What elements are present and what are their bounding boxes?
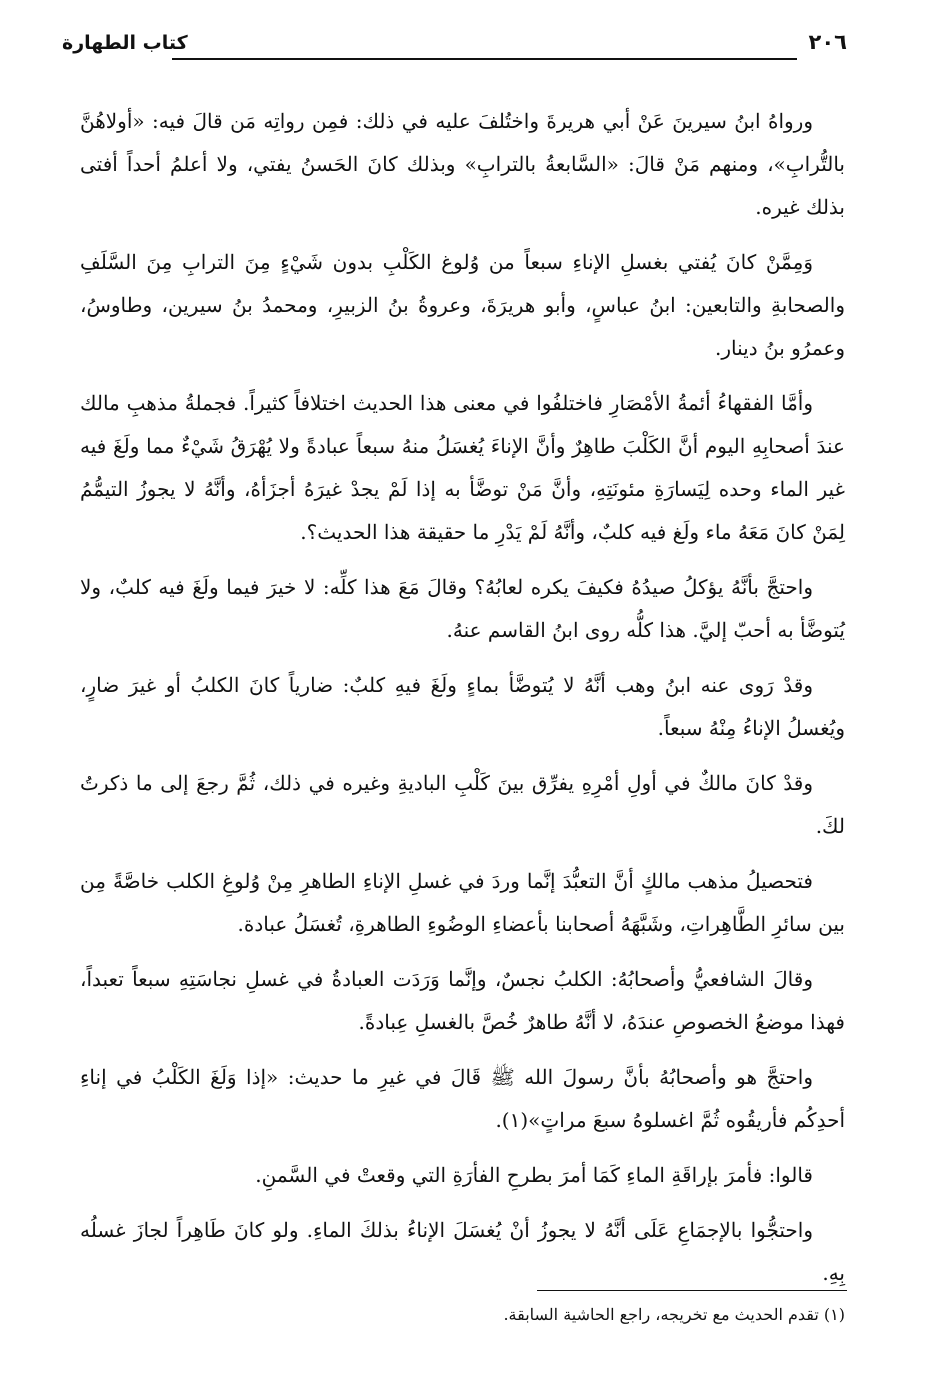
paragraph: فتحصيلُ مذهب مالكٍ أنَّ التعبُّدَ إنَّما وردَ في غسلِ الإناءِ الطاهرِ مِنْ وُلوغِ الكلب خاصَّةً مِن بين سائرِ الطَّاهِراتِ، وشَبَّهَهُ أصحابنا بأعضاءِ الوضُوءِ الطاهرةِ، تُغسَلُ عبادة.: [80, 869, 845, 936]
footnote: (١) تقدم الحديث مع تخريجه، راجع الحاشية السابقة.: [503, 1305, 845, 1324]
paragraph: وَمِمَّنْ كانَ يُفتي بغسلِ الإناءِ سبعاً من وُلوغ الكَلْبِ بدون شَيْءٍ مِنَ الترابِ مِنَ السَّلَفِ والصحابةِ والتابعين: ابنُ عباسٍ، وأبو هريرَةَ، وعروةُ بنُ الزبيرِ، ومحمدُ بنُ سيرين، وطاوسُ، وعمرُو بنُ دينار.: [80, 250, 845, 360]
paragraph: واحتجُّوا بالإجمَاعِ عَلَى أنَّهُ لا يجوزُ أنْ يُغسَلَ الإناءُ بذلكَ الماءِ. ولو كانَ طَاهِراً لجازَ غسلُه بِهِ.: [80, 1218, 845, 1285]
book-title: كتاب الطهارة: [62, 32, 188, 54]
page-number: ٢٠٦: [808, 30, 847, 54]
paragraph: واحتجَّ هو وأصحابُهُ بأنَّ رسولَ الله ﷺ قَالَ في غيرِ ما حديث: «إذا وَلَغَ الكَلْبُ في إناءِ أحدِكُم فأريقُوه ثُمَّ اغسلوهُ سبعَ مراتٍ»(١).: [80, 1065, 845, 1132]
paragraph: وقدْ رَوى عنه ابنُ وهب أنَّهُ لا يُتوضَّأ بماءٍ ولَغَ فيهِ كلبٌ: ضارياً كانَ الكلبُ أو غيرَ ضارٍ، ويُغسلُ الإناءُ مِنْهُ سبعاً.: [80, 673, 845, 740]
main-text: [80, 100, 845, 1307]
paragraph: قالوا: فأمرَ بإراقَةِ الماءِ كَمَا أمرَ بطرحِ الفأرَةِ التي وقعتْ في السَّمنِ.: [255, 1163, 813, 1187]
paragraph: واحتجَّ بأنَّهُ يؤكلُ صيدُهُ فكيفَ يكره لعابُهُ؟ وقالَ مَعَ هذا كلِّه: لا خيرَ فيما ولَغَ فيه كلبٌ، ولا يُتوضَّأ به أحبّ إليَّ. هذا كلُّه روى ابنُ القاسم عنهُ.: [80, 575, 845, 642]
header-rule: [172, 58, 797, 60]
page-header: [62, 28, 847, 68]
footnote-separator: [537, 1290, 847, 1291]
paragraph: وقدْ كانَ مالكٌ في أولِ أمْرِهِ يفرِّق بينَ كَلْبِ الباديةِ وغيره في ذلك، ثُمَّ رجعَ إلى ما ذكرتُ لكَ.: [80, 771, 845, 838]
paragraph: ورواهُ ابنُ سيرينَ عَنْ أبي هريرةَ واختُلفَ عليه في ذلك: فمِن رواتِه مَن قالَ فيه: «أولاهُنَّ بالتُّرابِ»، ومنهم مَنْ قالَ: «السَّابعةُ بالترابِ» وبذلك كانَ الحَسنُ يفتي، ولا أعلمُ أحداً أفتى بذلك غيره.: [80, 109, 845, 219]
paragraph: وأمَّا الفقهاءُ أئمةُ الأمْصَارِ فاختلفُوا في معنى هذا الحديث اختلافاً كثيراً. فجملةُ مذهبِ مالك عندَ أصحابِهِ اليوم أنَّ الكَلْبَ طاهِرٌ وأنَّ الإناءَ يُغسَلُ منهُ سبعاً عبادةً ولا يُهْرَقُ شَيْءٌ مما ولَغَ فيه غير الماء وحده لِيَسارَةِ مئونَتِهِ، وأنَّ مَنْ توضَّأ به إذا لَمْ يجدْ غيرَهُ أجزَأهُ، وأنَّهُ لا يجوزُ التيمُّمُ لِمَنْ كانَ مَعَهُ ماء ولَغ فيه كلبٌ، وأنَّهُ لَمْ يَدْرِ ما حقيقة هذا الحديث؟.: [80, 391, 845, 544]
paragraph: وقالَ الشافعيُّ وأصحابُهُ: الكلبُ نجسٌ، وإنَّما وَرَدَت العبادةُ في غسلِ نجاسَتِهِ سبعاً تعبداً، فهذا موضعُ الخصوصِ عندَهُ، لا أنَّهُ طاهرٌ خُصَّ بالغسلِ عِبادةً.: [80, 967, 845, 1034]
